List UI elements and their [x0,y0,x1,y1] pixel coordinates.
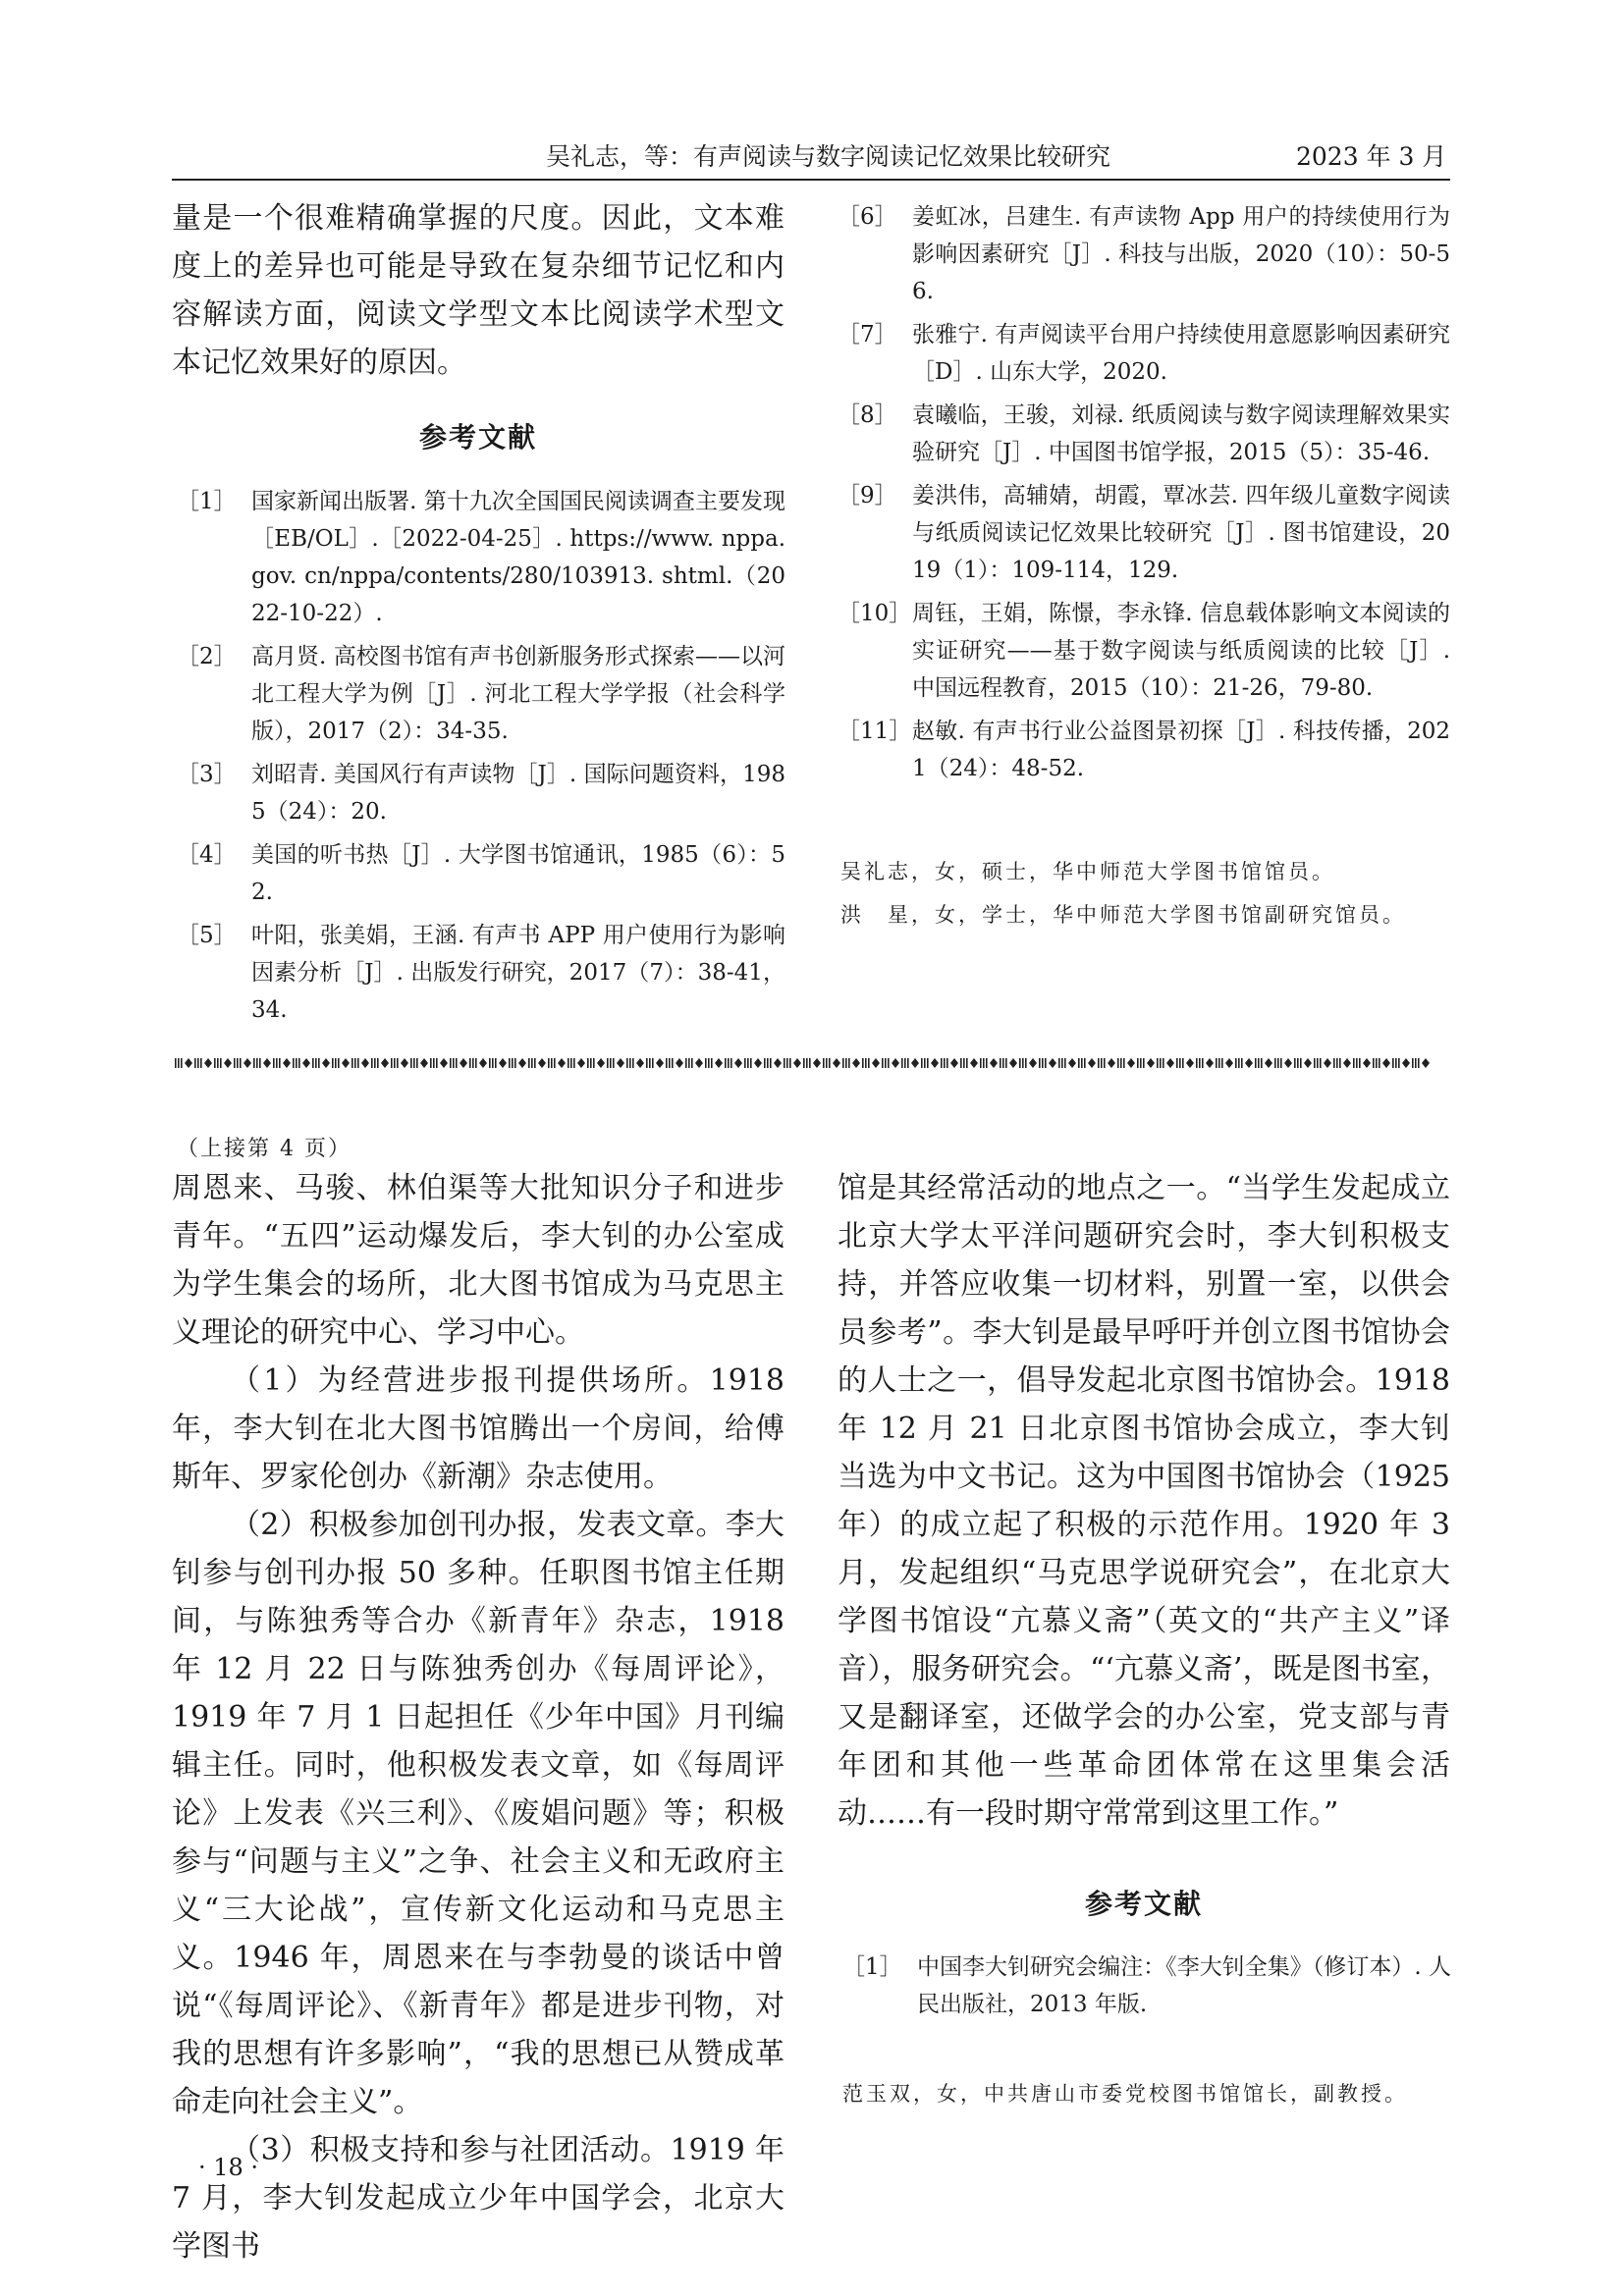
divider-ornament [568,1058,585,1068]
references-list-article2 [842,1949,1451,2029]
divider-ornament [391,1058,408,1068]
reference-number: ［8］ [838,402,897,428]
divider-ornament [666,1058,683,1068]
reference-number: ［2］ [177,644,237,669]
divider-ornament [1058,1058,1076,1068]
divider-ornament [1000,1058,1017,1068]
reference-text: 高月贤. 高校图书馆有声书创新服务形式探索——以河北工程大学为例［J］. 河北工程大学学报（社会科学版），2017（2）：34-35. [251,644,785,744]
divider-ornament [607,1058,624,1068]
reference-item [177,917,785,1029]
divider-ornament [1117,1058,1135,1068]
divider-ornament [882,1058,899,1068]
divider-ornament [253,1058,271,1068]
divider-ornament [352,1058,369,1068]
issue-date: 2023 年 3 月 [1296,142,1447,171]
reference-item [838,397,1450,471]
divider-ornament [1353,1058,1371,1068]
divider-ornament [194,1058,212,1068]
reference-text: 姜虹冰，吕建生. 有声读物 App 用户的持续使用行为影响因素研究［J］. 科技与出版，2020（10）：50-56. [912,204,1450,304]
divider-ornament [587,1058,605,1068]
body-paragraph: 量是一个很难精确掌握的尺度。因此，文本难度上的差异也可能是导致在复杂细节记忆和内容解读方面，阅读文学型文本比阅读学术型文本记忆效果好的原因。 [172,201,784,380]
divider-ornament [548,1058,566,1068]
continued-note: （上接第 4 页） [177,1137,352,1161]
reference-number: ［6］ [838,204,897,230]
divider-ornament [1412,1058,1430,1068]
body-paragraph: （2）积极参加创刊办报，发表文章。李大钊参与创刊办报 50 多种。任职图书馆主任期间，与陈独秀等合办《新青年》杂志，1918 年 12 月 22 日与陈独秀创办《每周评论》，1919 年 7 月 1 日起担任《少年中国》月刊编辑主任。同时，他积极发表文章，如《每周评论》上发表《兴三利》、《废娼问题》等；积极参与“问题与主义”之争、社会主义和无政府主义“三大论战”，宣传新文化运动和马克思主义。1946 年，周恩来在与李勃曼的谈话中曾说“《每周评论》、《新青年》都是进步刊物，对我的思想有许多影响”，“我的思想已从赞成革命走向社会主义”。 [172,1508,784,2119]
reference-item [177,836,785,911]
divider-ornament [1373,1058,1390,1068]
divider-ornament [1078,1058,1096,1068]
divider-ornament [1255,1058,1272,1068]
divider-ornament [371,1058,389,1068]
divider-ornament [332,1058,350,1068]
reference-text: 叶阳，张美娟，王涵. 有声书 APP 用户使用行为影响因素分析［J］. 出版发行研究，2017（7）：38-41，34. [251,923,785,1023]
reference-item [177,638,785,750]
article2-right-column [838,1164,1450,1838]
author-info: 范玉双，女，中共唐山市委党校图书馆馆长，副教授。 [842,2082,1408,2106]
references-heading: 参考文献 [1084,1888,1203,1920]
reference-item [838,713,1450,787]
divider-ornament [646,1058,664,1068]
divider-ornament [214,1058,232,1068]
divider-ornament [823,1058,840,1068]
reference-item [838,198,1450,310]
divider-ornament [469,1058,487,1068]
divider-ornament [293,1058,310,1068]
divider-ornament [450,1058,467,1068]
reference-number: ［1］ [177,489,237,514]
divider-ornament [764,1058,782,1068]
divider-ornament [1392,1058,1410,1068]
reference-item [838,477,1450,589]
reference-text: 中国李大钊研究会编注：《李大钊全集》（修订本）. 人民出版社，2013 年版. [917,1954,1451,2017]
reference-text: 国家新闻出版署. 第十九次全国国民阅读调查主要发现［EB/OL］.［2022-04-25］. https://www. nppa. gov. cn/nppa/contents/280/103913. shtml.（2022-10-22）. [251,489,785,626]
reference-text: 刘昭青. 美国风行有声读物［J］. 国际问题资料，1985（24）：20. [251,762,785,825]
divider-ornament [803,1058,821,1068]
page-number: · 18 · [198,2154,259,2181]
divider-ornament [1196,1058,1214,1068]
divider-ornament [528,1058,546,1068]
divider-ornament [784,1058,801,1068]
reference-text: 袁曦临，王骏，刘禄. 纸质阅读与数字阅读理解效果实验研究［J］. 中国图书馆学报，2015（5）：35-46. [912,402,1450,465]
author-info: 洪 星，女，学士，华中师范大学图书馆副研究馆员。 [840,903,1406,927]
reference-text: 美国的听书热［J］. 大学图书馆通讯，1985（6）：52. [251,842,785,905]
reference-item [838,595,1450,707]
reference-number: ［10］ [838,601,912,626]
reference-number: ［9］ [838,483,897,508]
reference-number: ［5］ [177,923,237,948]
references-list-left [177,483,785,1035]
divider-ornament [1098,1058,1115,1068]
running-title: 吴礼志，等：有声阅读与数字阅读记忆效果比较研究 [546,142,1111,171]
divider-ornament [234,1058,251,1068]
reference-text: 张雅宁. 有声阅读平台用户持续使用意愿影响因素研究［D］. 山东大学，2020. [912,322,1450,385]
divider-ornament [685,1058,703,1068]
divider-ornament [842,1058,860,1068]
reference-number: ［4］ [177,842,237,868]
divider-ornament [725,1058,742,1068]
reference-number: ［11］ [838,719,912,744]
divider-ornament [1216,1058,1233,1068]
ornamental-divider [175,1056,1447,1070]
divider-ornament [509,1058,526,1068]
references-list-right [838,198,1450,793]
divider-ornament [410,1058,428,1068]
reference-text: 姜洪伟，高辅婧，胡霞，覃冰芸. 四年级儿童数字阅读与纸质阅读记忆效果比较研究［J］. 图书馆建设，2019（1）：109-114，129. [912,483,1450,583]
reference-number: ［7］ [838,322,897,347]
reference-item [842,1949,1451,2023]
body-paragraph: （1）为经营进步报刊提供场所。1918 年，李大钊在北大图书馆腾出一个房间，给傅斯年、罗家伦创办《新潮》杂志使用。 [172,1363,784,1494]
divider-ornament [1019,1058,1037,1068]
divider-pattern [175,1056,1447,1070]
divider-ornament [1314,1058,1331,1068]
header-rule [172,179,1450,181]
reference-item [838,316,1450,391]
body-paragraph: 周恩来、马骏、林伯渠等大批知识分子和进步青年。“五四”运动爆发后，李大钊的办公室成为学生集会的场所，北大图书馆成为马克思主义理论的研究中心、学习中心。 [172,1171,784,1350]
divider-ornament [744,1058,762,1068]
divider-ornament [1235,1058,1253,1068]
reference-item [177,756,785,830]
reference-number: ［1］ [842,1954,902,1980]
author-info: 吴礼志，女，硕士，华中师范大学图书馆馆员。 [840,860,1335,883]
divider-ornament [921,1058,939,1068]
divider-ornament [1039,1058,1056,1068]
divider-ornament [705,1058,723,1068]
divider-ornament [960,1058,978,1068]
reference-item [177,483,785,632]
article2-left-column [172,1164,784,2270]
divider-ornament [1333,1058,1351,1068]
divider-ornament [175,1058,192,1068]
divider-ornament [1274,1058,1292,1068]
divider-ornament [901,1058,919,1068]
article1-tail-text [172,194,784,387]
reference-text: 周钰，王娟，陈憬，李永锋. 信息载体影响文本阅读的实证研究——基于数字阅读与纸质阅读的比较［J］. 中国远程教育，2015（10）：21-26，79-80. [912,601,1450,701]
divider-ornament [980,1058,998,1068]
reference-number: ［3］ [177,762,237,787]
divider-ornament [941,1058,958,1068]
divider-ornament [273,1058,291,1068]
divider-ornament [1137,1058,1155,1068]
divider-ornament [312,1058,330,1068]
divider-ornament [626,1058,644,1068]
divider-ornament [1157,1058,1174,1068]
divider-ornament [1294,1058,1312,1068]
divider-ornament [489,1058,507,1068]
divider-ornament [430,1058,448,1068]
references-heading: 参考文献 [418,421,537,454]
body-paragraph: （3）积极支持和参与社团活动。1919 年 7 月，李大钊发起成立少年中国学会，北京大学图书 [172,2133,784,2264]
reference-text: 赵敏. 有声书行业公益图景初探［J］. 科技传播，2021（24）：48-52. [912,719,1450,781]
divider-ornament [1176,1058,1194,1068]
body-paragraph: 馆是其经常活动的地点之一。“当学生发起成立北京大学太平洋问题研究会时，李大钊积极支持，并答应收集一切材料，别置一室，以供会员参考”。李大钊是最早呼吁并创立图书馆协会的人士之一，倡导发起北京图书馆协会。1918 年 12 月 21 日北京图书馆协会成立，李大钊当选为中文书记。这为中国图书馆协会（1925 年）的成立起了积极的示范作用。1920 年 3 月，发起组织“马克思学说研究会”，在北京大学图书馆设“亢慕义斋”（英文的“共产主义”译音），服务研究会。“‘亢慕义斋’，既是图书室，又是翻译室，还做学会的办公室，党支部与青年团和其他一些革命团体常在这里集会活动……有一段时期守常常到这里工作。” [838,1171,1450,1831]
divider-ornament [862,1058,880,1068]
